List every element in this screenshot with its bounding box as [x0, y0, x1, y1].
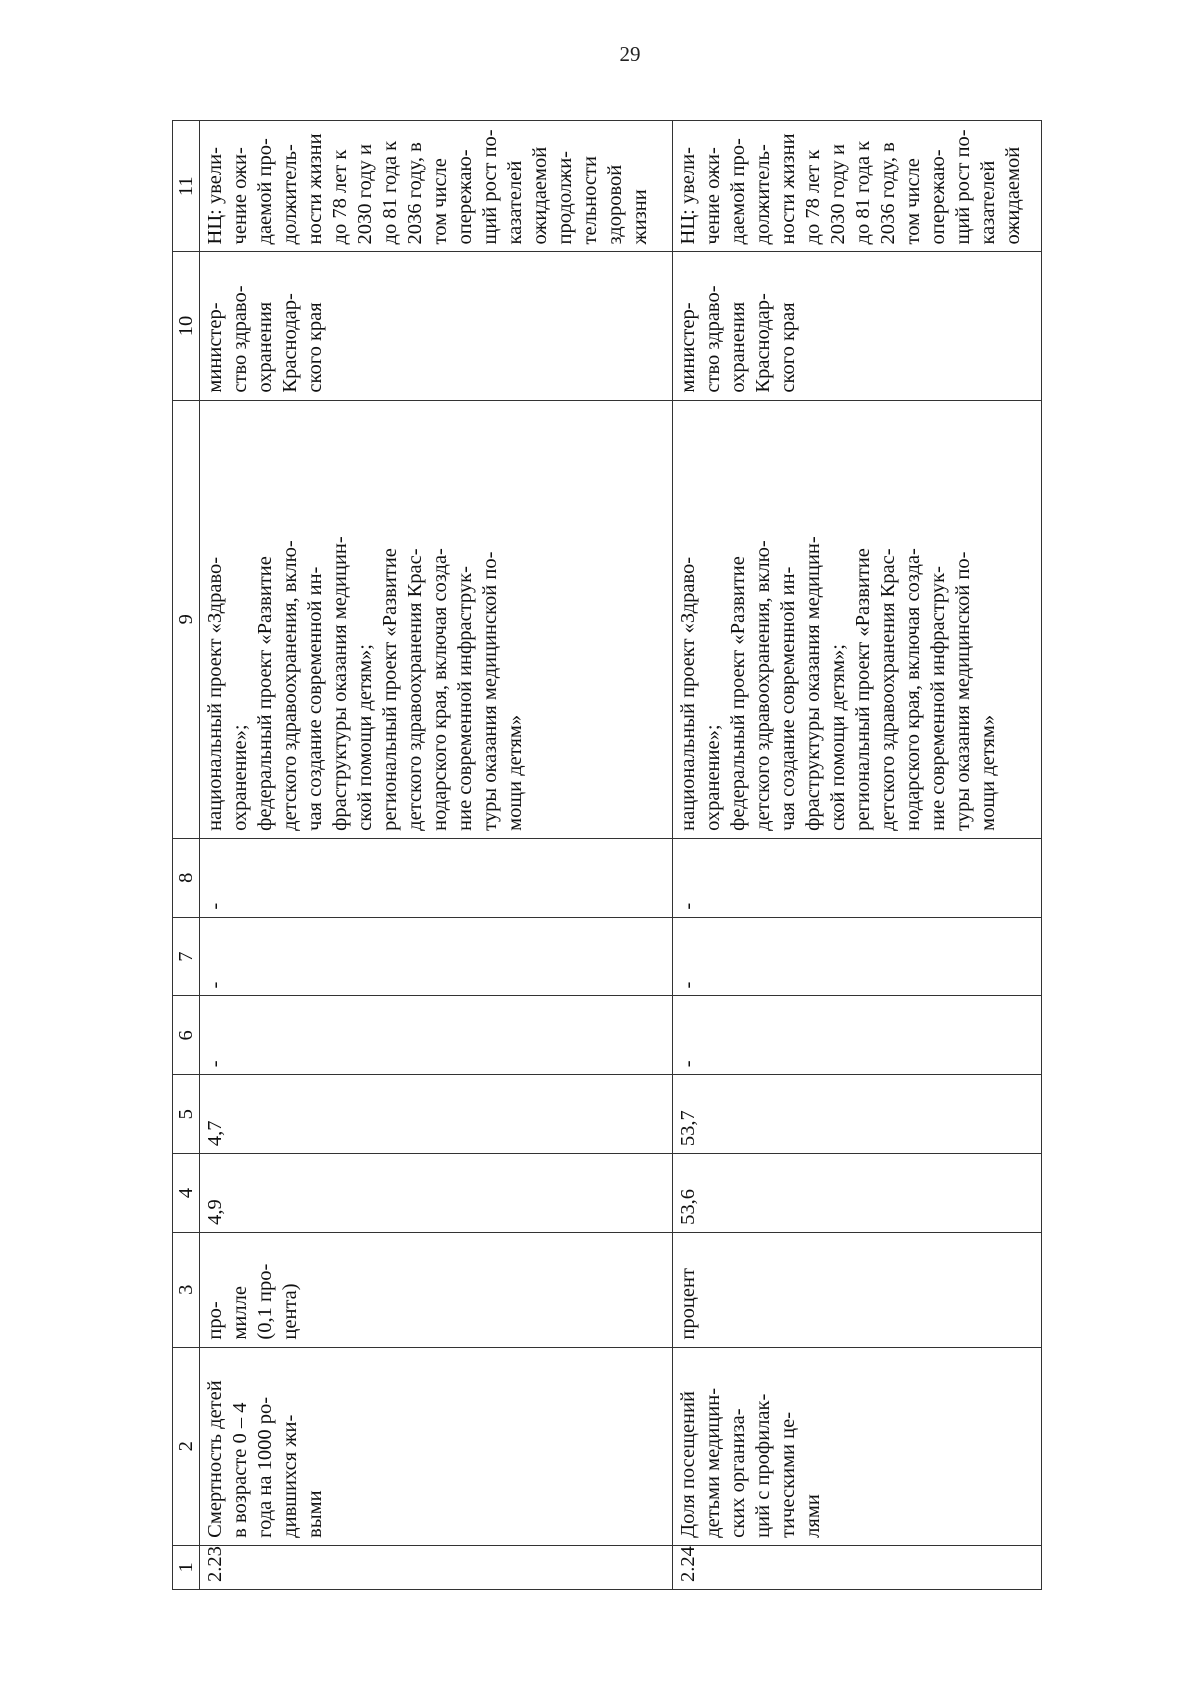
value-col-4: 4,9	[200, 1154, 673, 1233]
value-col-8: -	[672, 838, 1041, 917]
value-col-4: 53,6	[672, 1154, 1041, 1233]
page-number: 29	[619, 42, 641, 66]
value-col-8: -	[200, 838, 673, 917]
column-header-7: 7	[173, 917, 200, 996]
rotated-table-container	[172, 120, 1042, 1590]
indicator-name: Доля посещений детьми медицин- ских организа- ций с профилак- тическими це- лями	[672, 1347, 1041, 1545]
value-col-5: 4,7	[200, 1075, 673, 1154]
value-col-6: -	[200, 996, 673, 1075]
column-header-1: 1	[173, 1545, 200, 1589]
responsible-body: министер- ство здраво- охранения Краснодар- ского края	[200, 252, 673, 400]
projects-text: национальный проект «Здраво- охранение»; федеральный проект «Развитие детского здравоохранения, вклю- чая создание современной ин- фраструктуры оказания медицин- ской помощи детям»; региональный проект «Развитие детского здравоохранения Крас- нодарского края, включая созда- ние современной инфраструк- туры оказания медицинской по- мощи детям»	[200, 400, 673, 838]
national-goal: НЦ: увели- чение ожи- даемой про- должитель- ности жизни до 78 лет к 2030 году и до 81 года к 2036 году, в том числе опережаю- щий рост по- казателей ожидаемой	[672, 121, 1041, 252]
value-col-7: -	[200, 917, 673, 996]
column-header-2: 2	[173, 1347, 200, 1545]
column-header-11: 11	[173, 121, 200, 252]
responsible-body: министер- ство здраво- охранения Краснодар- ского края	[672, 252, 1041, 400]
column-header-8: 8	[173, 838, 200, 917]
column-header-10: 10	[173, 252, 200, 400]
unit-of-measure: процент	[672, 1232, 1041, 1347]
value-col-6: -	[672, 996, 1041, 1075]
row-number: 2.24	[672, 1545, 1041, 1589]
column-header-9: 9	[173, 400, 200, 838]
table-row-2-23	[200, 121, 673, 1590]
header-row	[173, 121, 200, 1590]
national-goal: НЦ: увели- чение ожи- даемой про- должитель- ности жизни до 78 лет к 2030 году и до 81 года к 2036 году, в том числе опережаю- щий рост по- казателей ожидаемой продолжи- тельности здоровой жизни	[200, 121, 673, 252]
column-header-3: 3	[173, 1232, 200, 1347]
projects-text: национальный проект «Здраво- охранение»; федеральный проект «Развитие детского здравоохранения, вклю- чая создание современной ин- фраструктуры оказания медицин- ской помощи детям»; региональный проект «Развитие детского здравоохранения Крас- нодарского края, включая созда- ние современной инфраструк- туры оказания медицинской по- мощи детям»	[672, 400, 1041, 838]
indicators-table	[172, 120, 1042, 1590]
table-row-2-24	[672, 121, 1041, 1590]
column-header-4: 4	[173, 1154, 200, 1233]
value-col-7: -	[672, 917, 1041, 996]
unit-of-measure: про- милле (0,1 про- цента)	[200, 1232, 673, 1347]
column-header-5: 5	[173, 1075, 200, 1154]
row-number: 2.23	[200, 1545, 673, 1589]
indicator-name: Смертность детей в возрасте 0 – 4 года на 1000 ро- дившихся жи- выми	[200, 1347, 673, 1545]
column-header-6: 6	[173, 996, 200, 1075]
value-col-5: 53,7	[672, 1075, 1041, 1154]
